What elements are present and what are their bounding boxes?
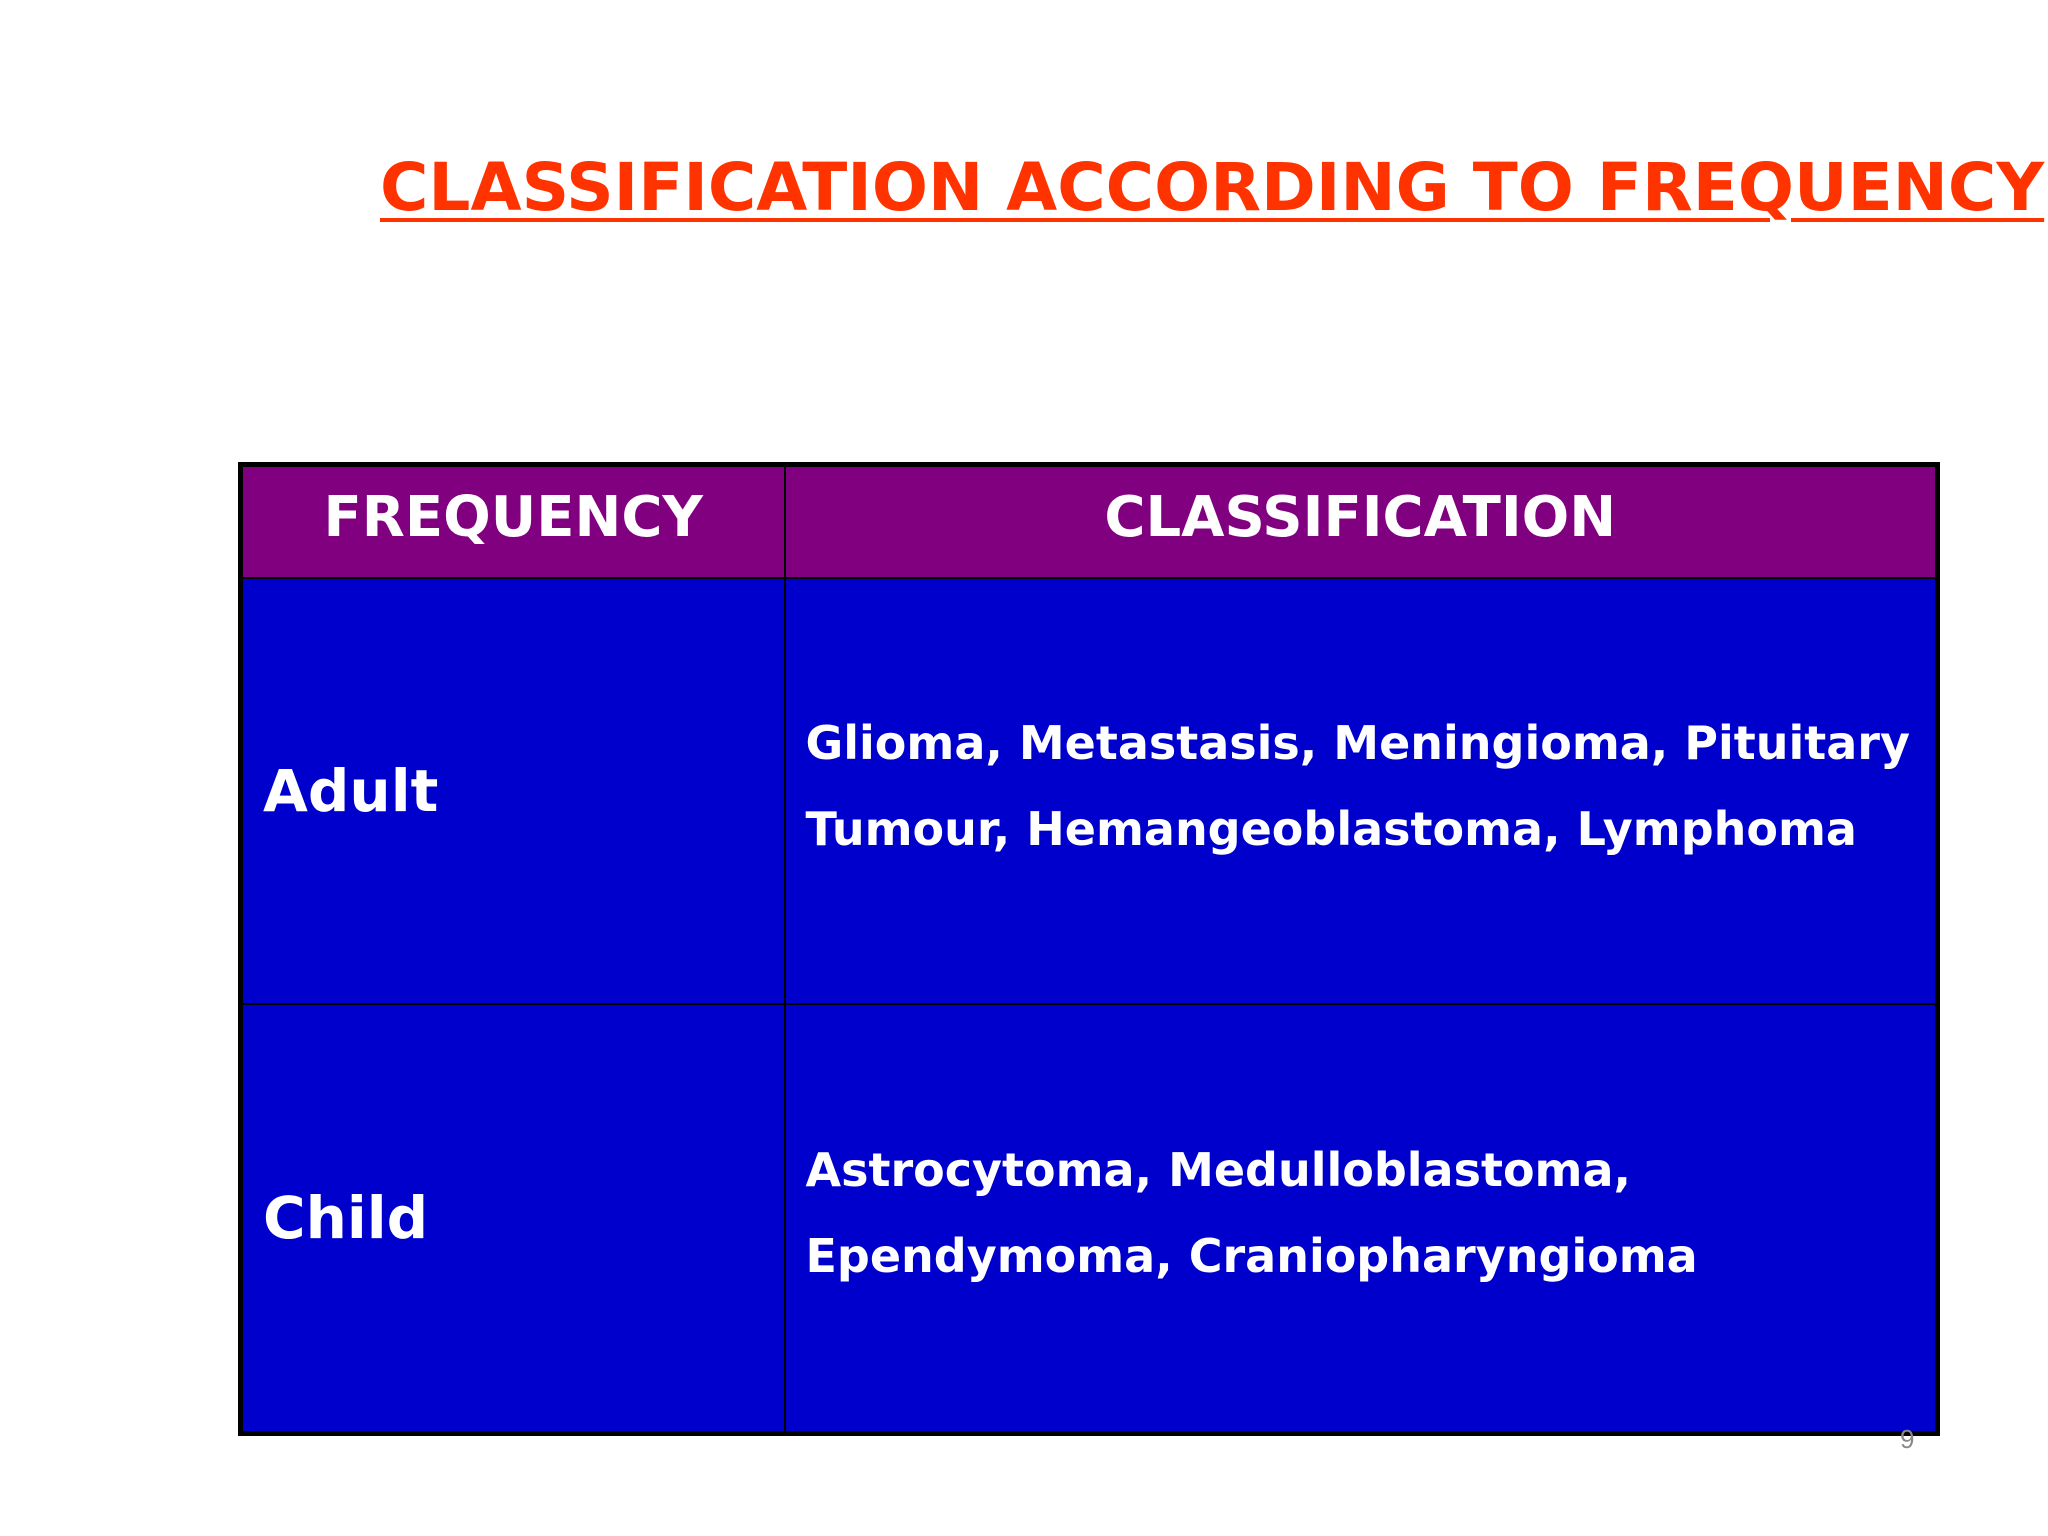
- cell-classification-adult: [785, 578, 1938, 1004]
- table-header-row: [241, 465, 1938, 579]
- classification-table: [238, 462, 1940, 1436]
- classification-line: Astrocytoma, Medulloblastoma,: [805, 1143, 1632, 1197]
- classification-table-container: [238, 462, 1940, 1436]
- table-row: [241, 578, 1938, 1004]
- slide-title: CLASSIFICATION ACCORDING TO FREQUENCY: [380, 149, 2045, 226]
- cell-frequency-child: Child: [241, 1004, 785, 1434]
- header-frequency: FREQUENCY: [241, 465, 785, 579]
- table-row: [241, 1004, 1938, 1434]
- cell-classification-child: [785, 1004, 1938, 1434]
- classification-line: Ependymoma, Craniopharyngioma: [805, 1229, 1698, 1283]
- classification-line: Tumour, Hemangeoblastoma, Lymphoma: [805, 802, 1857, 856]
- classification-line: Glioma, Metastasis, Meningioma, Pituitary: [805, 716, 1910, 770]
- page-number: 9: [1900, 1424, 1915, 1454]
- cell-frequency-adult: Adult: [241, 578, 785, 1004]
- header-classification: CLASSIFICATION: [785, 465, 1938, 579]
